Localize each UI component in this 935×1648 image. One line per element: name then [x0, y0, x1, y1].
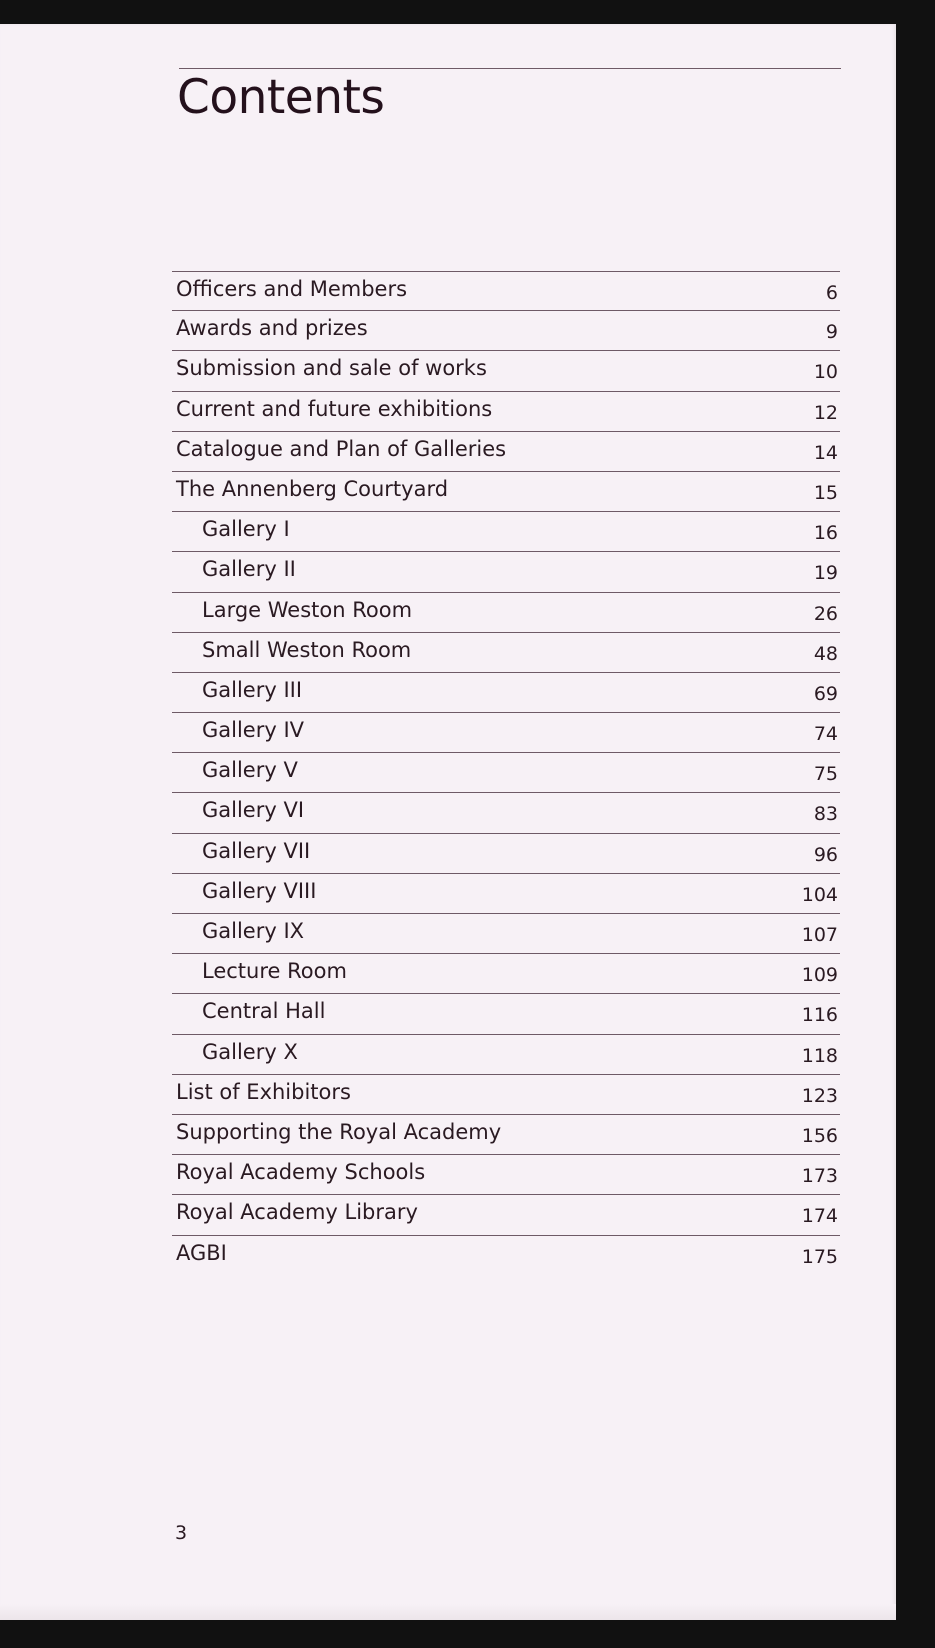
toc-entry-page-number: 175: [801, 1245, 838, 1268]
toc-entry-page-number: 26: [813, 602, 838, 625]
toc-entry-page-number: 14: [813, 441, 838, 464]
toc-entry-page-number: 69: [813, 682, 838, 705]
toc-entry-page-number: 10: [813, 361, 838, 384]
toc-entry-label: Central Hall: [202, 999, 326, 1024]
toc-entry: [172, 512, 840, 552]
toc-entry-page-number: 19: [813, 562, 838, 585]
toc-entry-label: Awards and prizes: [176, 316, 368, 341]
toc-entry-page-number: 15: [813, 481, 838, 504]
toc-entry-label: Officers and Members: [176, 277, 408, 301]
toc-entry-label: Gallery II: [202, 557, 296, 582]
page-title: Contents: [177, 70, 385, 125]
toc-entry-page-number: 96: [813, 843, 838, 866]
toc-entry-page-number: 118: [801, 1044, 838, 1067]
toc-entry-label: Royal Academy Library: [176, 1200, 418, 1225]
toc-entry: [172, 994, 840, 1034]
toc-entry: [172, 271, 840, 311]
toc-entry-label: Gallery I: [202, 517, 290, 542]
toc-entry: [172, 552, 840, 592]
toc-entry: [172, 954, 840, 994]
toc-entry-page-number: 48: [813, 642, 838, 665]
toc-entry-page-number: 16: [813, 522, 838, 545]
toc-entry-page-number: 156: [801, 1124, 838, 1147]
toc-entry-page-number: 9: [825, 321, 838, 344]
toc-entry-page-number: 12: [813, 401, 838, 424]
toc-entry-page-number: 107: [801, 924, 838, 946]
toc-entry: [172, 633, 840, 673]
toc-entry-page-number: 123: [801, 1084, 838, 1107]
toc-entry: [172, 472, 840, 512]
toc-entry-label: Gallery IV: [202, 718, 305, 743]
toc-entry: [172, 1075, 840, 1115]
toc-entry-page-number: 109: [801, 964, 838, 987]
toc-entry-label: Large Weston Room: [202, 597, 413, 622]
toc-entry: [172, 1155, 840, 1195]
toc-entry: [172, 351, 840, 391]
toc-entry-label: Royal Academy Schools: [176, 1160, 426, 1185]
toc-entry: [172, 713, 840, 753]
toc-entry-page-number: 75: [813, 763, 838, 786]
toc-entry-page-number: 173: [801, 1165, 838, 1188]
toc-entry-label: List of Exhibitors: [176, 1079, 351, 1104]
toc-entry-label: Gallery IX: [202, 919, 305, 943]
title-rule: [179, 68, 841, 69]
toc-entry-label: Supporting the Royal Academy: [176, 1119, 502, 1144]
toc-entry-page-number: 174: [801, 1205, 838, 1228]
toc-entry: [172, 1115, 840, 1155]
toc-entry-label: AGBI: [176, 1240, 227, 1265]
toc-entry-label: Gallery VI: [202, 798, 305, 823]
toc-entry-label: Gallery V: [202, 758, 298, 783]
toc-entry: [172, 673, 840, 713]
toc-entry-label: Gallery VII: [202, 838, 311, 863]
toc-entry: [172, 311, 840, 351]
document-page: [0, 24, 896, 1620]
page-number: 3: [175, 1522, 188, 1544]
toc-entry: [172, 1236, 840, 1276]
toc-entry: [172, 793, 840, 833]
toc-entry-page-number: 6: [825, 282, 838, 304]
toc-entry: [172, 432, 840, 472]
toc-entry: [172, 1035, 840, 1075]
toc-entry-label: Lecture Room: [202, 959, 347, 984]
toc-entry-page-number: 104: [801, 883, 838, 906]
toc-entry-label: Gallery X: [202, 1039, 298, 1064]
toc-entry-label: Catalogue and Plan of Galleries: [176, 436, 507, 461]
toc-entry-label: Submission and sale of works: [176, 356, 487, 381]
toc-entry-page-number: 74: [813, 723, 838, 746]
toc-entry-label: Current and future exhibitions: [176, 396, 493, 421]
toc-entry-label: Gallery VIII: [202, 878, 317, 903]
toc-entry-page-number: 83: [813, 803, 838, 826]
toc-entry-label: Small Weston Room: [202, 637, 412, 662]
toc-entry-label: Gallery III: [202, 677, 303, 702]
toc-entry-label: The Annenberg Courtyard: [176, 476, 449, 501]
toc-entry: [172, 593, 840, 633]
toc-entry: [172, 392, 840, 432]
toc-entry-page-number: 116: [801, 1004, 838, 1027]
table-of-contents: [172, 271, 840, 1276]
toc-entry: [172, 1195, 840, 1235]
toc-entry: [172, 834, 840, 874]
toc-entry: [172, 914, 840, 954]
toc-entry: [172, 753, 840, 793]
toc-entry: [172, 874, 840, 914]
